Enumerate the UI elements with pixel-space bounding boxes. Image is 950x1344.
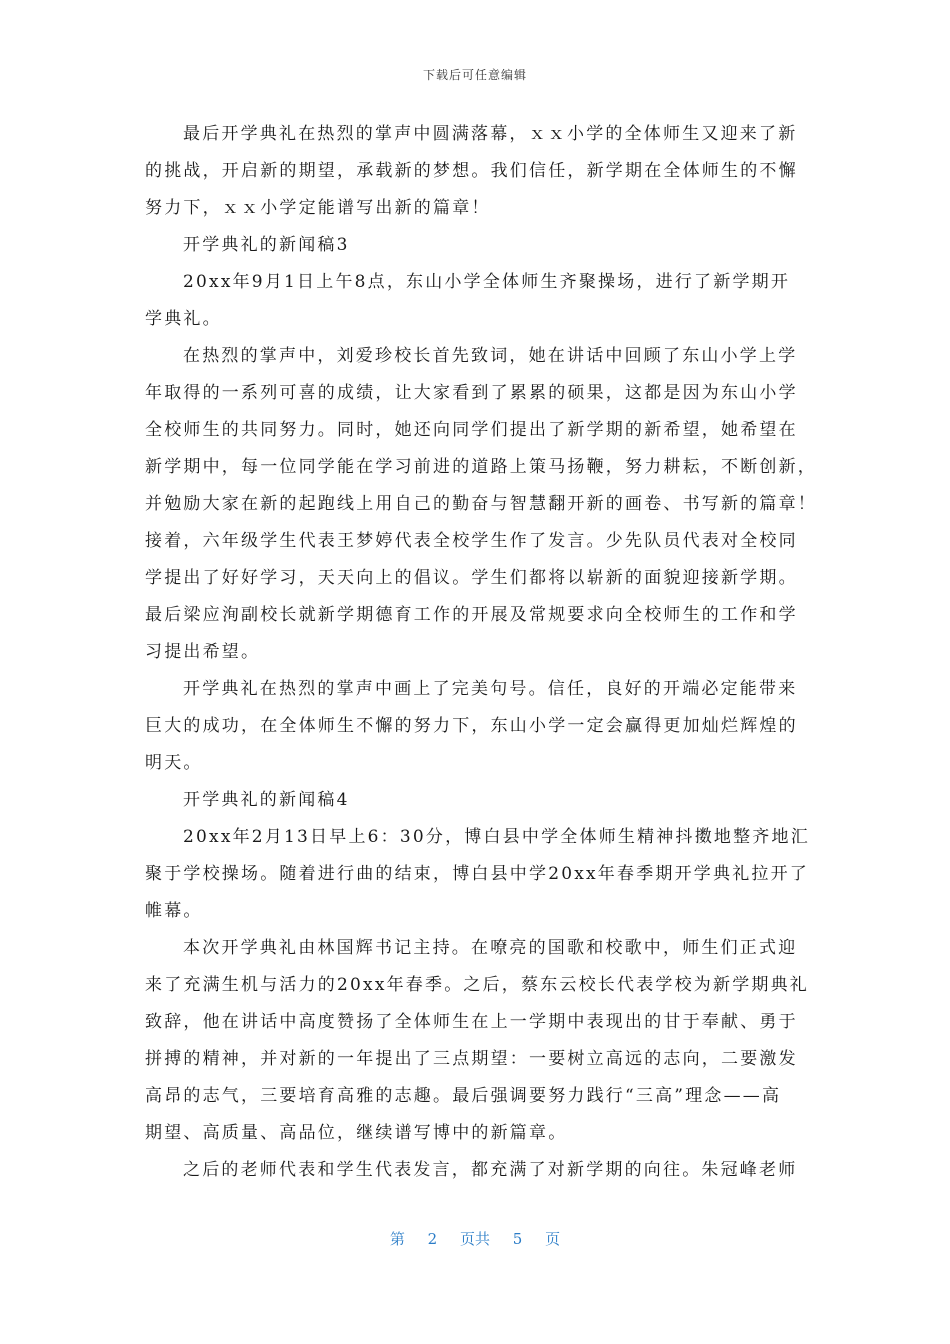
text-line: 巨大的成功，在全体师生不懈的努力下，东山小学一定会赢得更加灿烂辉煌的 (145, 716, 798, 736)
text-line: 最后开学典礼在热烈的掌声中圆满落幕，ｘｘ小学的全体师生又迎来了新 (183, 124, 798, 144)
text-line: 学提出了好好学习，天天向上的倡议。学生们都将以崭新的面貌迎接新学期。 (145, 568, 798, 588)
text-line: 接着，六年级学生代表王梦婷代表全校学生作了发言。少先队员代表对全校同 (145, 531, 798, 551)
text-line: 开学典礼的新闻稿4 (183, 790, 350, 810)
text-line: 本次开学典礼由林国辉书记主持。在嘹亮的国歌和校歌中，师生们正式迎 (183, 938, 798, 958)
page-header: 下载后可任意编辑 (422, 68, 527, 82)
text-line: 全校师生的共同努力。同时，她还向同学们提出了新学期的新希望，她希望在 (145, 420, 798, 440)
text-line: 聚于学校操场。随着进行曲的结束，博白县中学20xx年春季期开学典礼拉开了 (145, 864, 810, 884)
text-line: 开学典礼的新闻稿3 (183, 235, 350, 255)
page-label-suffix: 页 (545, 1230, 561, 1248)
total-pages-number: 5 (512, 1230, 523, 1248)
current-page-number: 2 (427, 1230, 438, 1248)
page-label-prefix: 第 (389, 1230, 405, 1248)
text-line: 年取得的一系列可喜的成绩，让大家看到了累累的硕果，这都是因为东山小学 (145, 383, 798, 403)
text-line: 开学典礼在热烈的掌声中画上了完美句号。信任，良好的开端必定能带来 (183, 679, 798, 699)
text-line: 帷幕。 (145, 901, 203, 921)
text-line: 期望、高质量、高品位，继续谱写博中的新篇章。 (145, 1123, 568, 1143)
text-line: 20xx年9月1日上午8点，东山小学全体师生齐聚操场，进行了新学期开 (183, 272, 791, 292)
text-line: 在热烈的掌声中，刘爱珍校长首先致词，她在讲话中回顾了东山小学上学 (183, 346, 798, 366)
text-line: 新学期中，每一位同学能在学习前进的道路上策马扬鞭，努力耕耘，不断创新， (145, 457, 817, 477)
text-line: 的挑战，开启新的期望，承载新的梦想。我们信任，新学期在全体师生的不懈 (145, 161, 798, 181)
text-line: 高昂的志气，三要培育高雅的志趣。最后强调要努力践行“三高”理念——高 (145, 1086, 782, 1106)
document-body (145, 116, 817, 1189)
text-line: 学典礼。 (145, 309, 222, 329)
text-line: 努力下，ｘｘ小学定能谱写出新的篇章！ (145, 198, 491, 218)
page-label-mid: 页共 (459, 1230, 490, 1248)
text-line: 20xx年2月13日早上6：30分，博白县中学全体师生精神抖擞地整齐地汇 (183, 827, 810, 847)
text-line: 之后的老师代表和学生代表发言，都充满了对新学期的向往。朱冠峰老师 (183, 1160, 798, 1180)
text-line: 习提出希望。 (145, 642, 261, 662)
text-line: 并勉励大家在新的起跑线上用自己的勤奋与智慧翻开新的画卷、书写新的篇章！ (145, 494, 817, 514)
text-line: 明天。 (145, 753, 203, 773)
page-footer (0, 1228, 950, 1249)
text-line: 致辞，他在讲话中高度赞扬了全体师生在上一学期中表现出的甘于奉献、勇于 (145, 1012, 798, 1032)
text-line: 拼搏的精神，并对新的一年提出了三点期望：一要树立高远的志向，二要激发 (145, 1049, 798, 1069)
text-line: 来了充满生机与活力的20xx年春季。之后，蔡东云校长代表学校为新学期典礼 (145, 975, 810, 995)
text-line: 最后梁应洵副校长就新学期德育工作的开展及常规要求向全校师生的工作和学 (145, 605, 798, 625)
